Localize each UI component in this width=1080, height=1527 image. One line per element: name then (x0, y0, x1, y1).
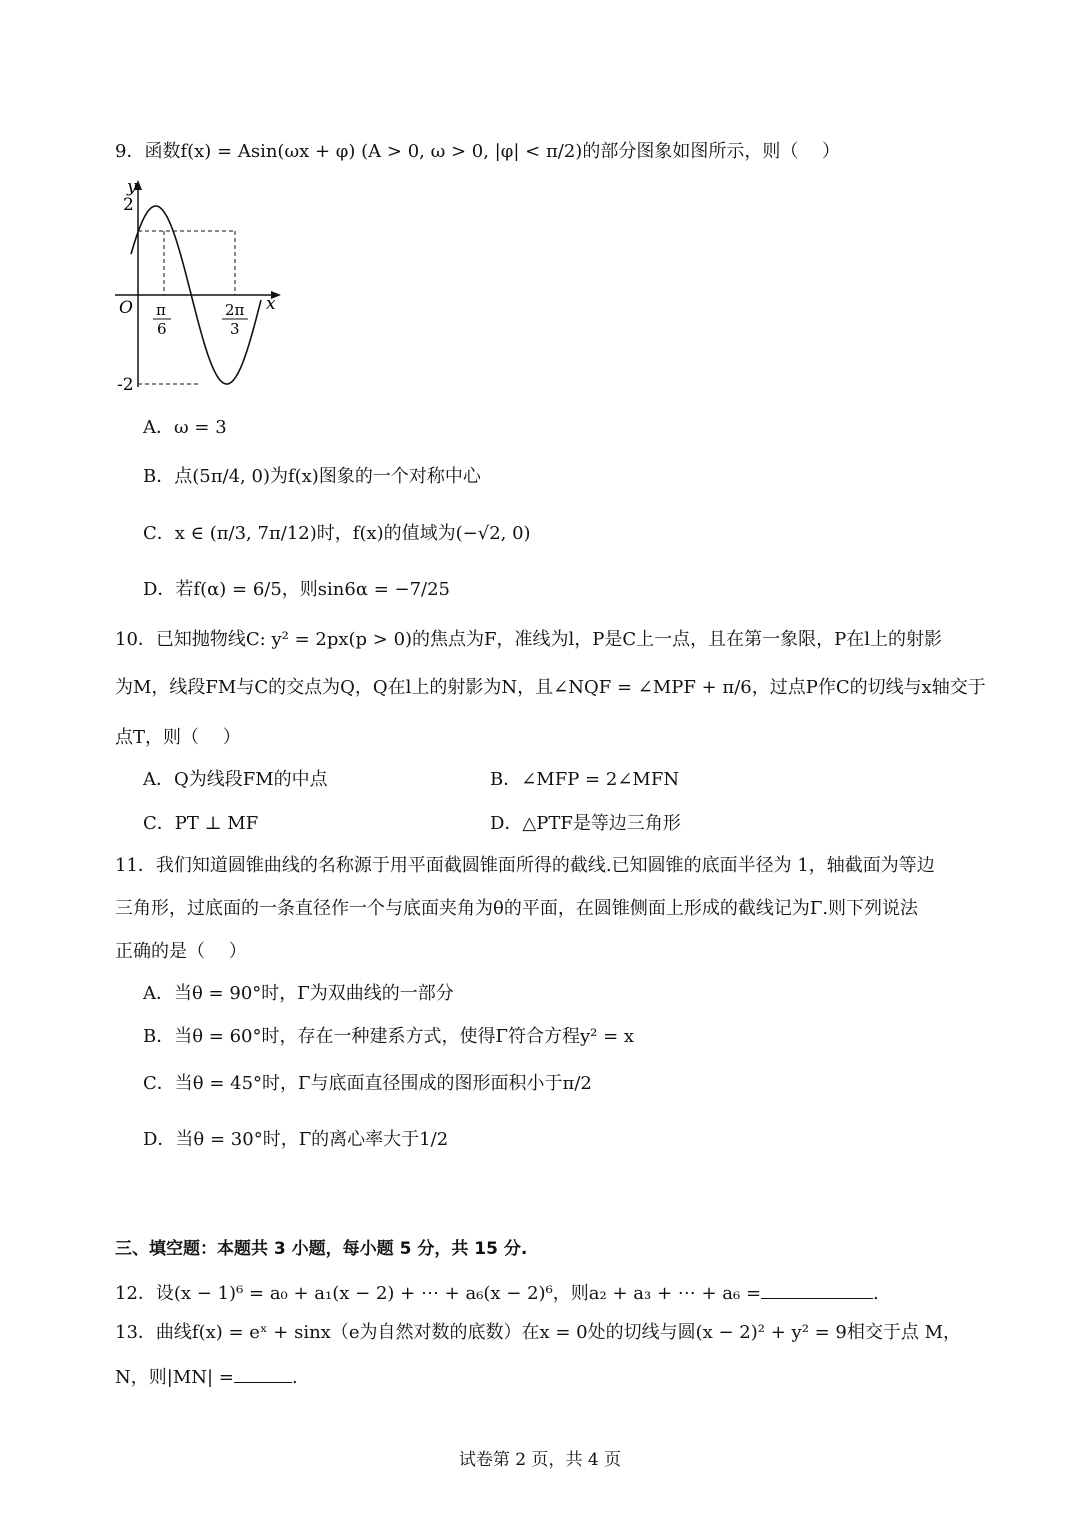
page-footer: 试卷第 2 页，共 4 页 (458, 1450, 622, 1470)
q13-line-1: 13．曲线f(x) = eˣ + sinx（e为自然对数的底数）在x = 0处的切线与圆(x − 2)² + y² = 9相交于点 M， (115, 1322, 962, 1343)
q12-answer-blank[interactable] (761, 1280, 873, 1299)
q13-text: N，则|MN| = (115, 1367, 234, 1388)
q10-option-b: B．∠MFP = 2∠MFN (490, 769, 680, 790)
x-tick-2pi3-den: 3 (230, 320, 240, 338)
q9-option-c: C．x ∈ (π/3, 7π/12)时，f(x)的值域为(−√2, 0) (143, 523, 531, 544)
x-tick-2pi3-num: 2π (225, 301, 245, 319)
q9-option-b: B．点(5π/4, 0)为f(x)图象的一个对称中心 (143, 466, 481, 487)
y-max-label: 2 (123, 195, 134, 215)
q13-end: . (291, 1367, 298, 1388)
q11-line-3: 正确的是（ ） (115, 941, 247, 962)
q10-option-c: C．PT ⊥ MF (143, 813, 259, 834)
q10-line-2: 为M，线段FM与C的交点为Q，Q在l上的射影为N，且∠NQF = ∠MPF + π/6，过点P作C的切线与x轴交于 (115, 677, 986, 698)
q9-option-d: D．若f(α) = 6/5，则sin6α = −7/25 (143, 579, 451, 600)
q12-end: . (873, 1283, 879, 1304)
q10-line-3: 点T，则（ ） (115, 727, 241, 748)
q10-option-d: D．△PTF是等边三角形 (490, 813, 681, 834)
y-min-label: -2 (117, 375, 134, 395)
origin-label: O (119, 298, 133, 318)
q9-stem: 9．函数f(x) = Asin(ωx + φ) (A > 0, ω > 0, |φ| < π/2)的部分图象如图所示，则（ ） (115, 141, 841, 162)
q11-option-c: C．当θ = 45°时，Γ与底面直径围成的图形面积小于π/2 (143, 1073, 592, 1094)
q10-line-1: 10．已知抛物线C: y² = 2px(p > 0)的焦点为F，准线为l，P是C上一点，且在第一象限，P在l上的射影 (115, 629, 943, 650)
q11-option-a: A．当θ = 90°时，Γ为双曲线的一部分 (143, 983, 454, 1004)
q11-line-1: 11．我们知道圆锥曲线的名称源于用平面截圆锥面所得的截线.已知圆锥的底面半径为 1，轴截面为等边 (115, 855, 935, 876)
q9-option-a: A．ω = 3 (143, 417, 227, 438)
x-tick-pi6-num: π (156, 301, 166, 319)
q12-line (115, 1280, 879, 1306)
q11-option-b: B．当θ = 60°时，存在一种建系方式，使得Γ符合方程y² = x (143, 1026, 635, 1047)
section-3-heading: 三、填空题：本题共 3 小题，每小题 5 分，共 15 分. (115, 1239, 528, 1259)
q11-option-d: D．当θ = 30°时，Γ的离心率大于1/2 (143, 1129, 449, 1150)
q10-option-a: A．Q为线段FM的中点 (143, 769, 328, 790)
q12-text: 12．设(x − 1)⁶ = a₀ + a₁(x − 2) + ⋯ + a₆(x − 2)⁶，则a₂ + a₃ + ⋯ + a₆ = (115, 1283, 762, 1304)
q13-line-2 (115, 1364, 298, 1390)
x-axis-label: x (266, 294, 276, 314)
q13-answer-blank[interactable] (234, 1364, 292, 1383)
q11-line-2: 三角形，过底面的一条直径作一个与底面夹角为θ的平面，在圆锥侧面上形成的截线记为Γ.则下列说法 (115, 898, 919, 919)
q9-sine-graph (105, 172, 290, 402)
y-axis-label: y (127, 177, 137, 197)
x-tick-pi6-den: 6 (157, 320, 167, 338)
